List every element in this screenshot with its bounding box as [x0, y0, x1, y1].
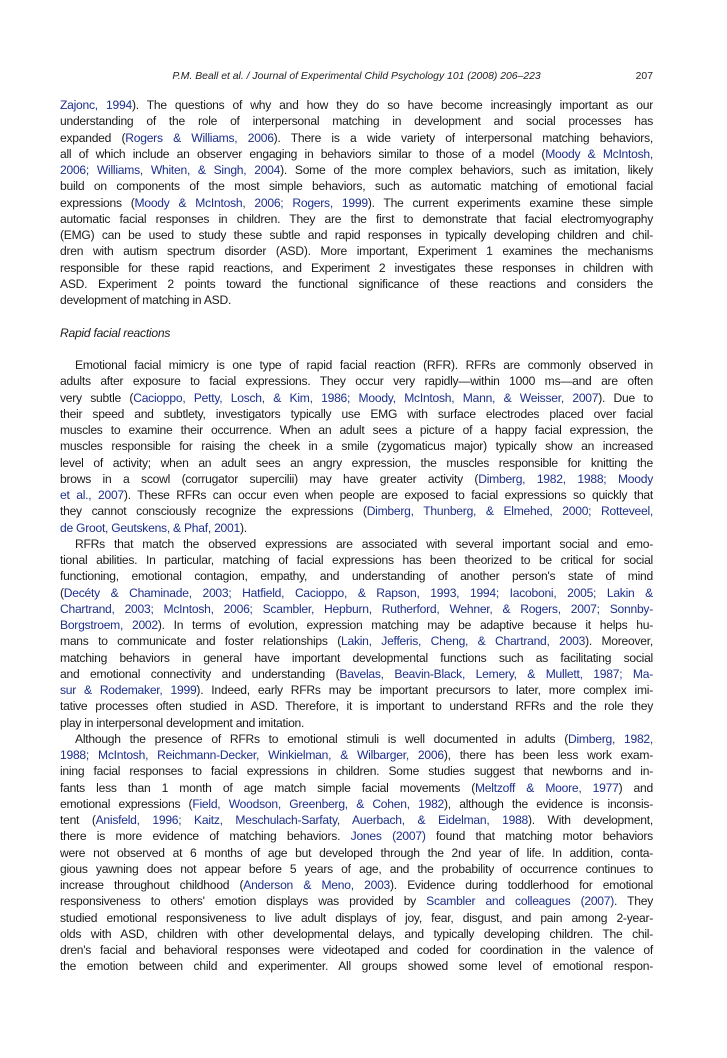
- text-run: they cannot consciously recognize the expressions (: [60, 504, 367, 519]
- text-run: understanding of the role of interpersonal matching in development and social processes has: [60, 114, 653, 129]
- text-run: Emotional facial mimicry is one type of rapid facial reaction (RFR). RFRs are commonly observed in: [75, 358, 653, 372]
- text-line: [60, 438, 653, 454]
- text-line: [60, 585, 653, 601]
- text-line: [60, 780, 653, 796]
- text-run: ).: [240, 520, 247, 535]
- citation-link[interactable]: 2006; Williams, Whiten, & Singh, 2004: [60, 163, 281, 177]
- text-run: ). Some of the more complex behaviors, such as imitation, likely: [280, 163, 653, 177]
- section-heading: Rapid facial reactions: [60, 325, 171, 340]
- text-run: adults after exposure to facial expressions. They occur very rapidly—within 1000 ms—and are often: [60, 374, 653, 389]
- text-line: [60, 130, 653, 146]
- text-line: [60, 828, 653, 844]
- citation-link[interactable]: Bavelas, Beavin-Black, Lemery, & Mullett, 1987; Ma-: [339, 666, 653, 681]
- text-run: functioning, emotional contagion, empathy, and understanding of another person's state of mind: [60, 569, 653, 584]
- text-run: RFRs that match the observed expressions are associated with several important social and emo-: [75, 536, 653, 551]
- text-run: matching behaviors in general have important developmental functions such as facilitating social: [60, 650, 653, 665]
- text-line: [60, 812, 653, 828]
- paragraph-intro-continued: [60, 97, 653, 308]
- text-run: ). There is a wide variety of interpersonal matching behaviors,: [273, 130, 653, 145]
- text-run: responsible for these rapid reactions, and Experiment 2 investigates these responses in children with: [60, 260, 653, 275]
- citation-link[interactable]: Jones (2007): [350, 829, 426, 844]
- text-run: mans to communicate and foster relationships (: [60, 634, 341, 649]
- citation-link[interactable]: Dimberg, 1982,: [568, 731, 654, 746]
- citation-link[interactable]: Scambler and colleagues (2007): [426, 894, 615, 909]
- text-run: increase throughout childhood (: [60, 878, 244, 892]
- text-line: [60, 763, 653, 779]
- citation-link[interactable]: Lakin, Jefferis, Cheng, & Chartrand, 2003: [341, 634, 586, 649]
- text-run: ). Indeed, early RFRs may be important precursors to later, more complex imi-: [196, 683, 653, 697]
- text-line: [60, 910, 653, 926]
- text-line: [60, 552, 653, 568]
- text-line: [60, 861, 653, 877]
- text-run: emotional expressions (: [60, 796, 193, 811]
- text-line: [60, 601, 653, 617]
- text-line: [60, 455, 653, 471]
- text-line: [60, 227, 653, 243]
- text-run: gious yawning does not appear before 5 years of age, and the probability of occurrence continues to: [60, 861, 653, 876]
- text-run: and emotional connectivity and understanding (: [60, 666, 340, 681]
- citation-link[interactable]: 1988; McIntosh, Reichmann-Decker, Winkielman, & Wilbarger, 2006: [60, 748, 444, 762]
- text-run: ). Moreover,: [585, 634, 653, 649]
- text-run: brows in a scowl (corrugator supercilii) may have greater activity (: [60, 471, 479, 486]
- text-run: found that matching motor behaviors: [425, 829, 653, 844]
- text-line: [60, 195, 653, 211]
- text-run: play in interpersonal development and imitation.: [60, 715, 305, 730]
- text-line: [60, 146, 653, 162]
- text-run: development of matching in ASD.: [60, 293, 232, 307]
- text-line: [60, 503, 653, 519]
- text-line: [60, 958, 653, 974]
- citation-link[interactable]: de Groot, Geutskens, & Phaf, 2001: [60, 520, 240, 535]
- text-line: [60, 211, 653, 227]
- running-head-title: P.M. Beall et al. / Journal of Experimental Child Psychology 101 (2008) 206–223: [172, 71, 541, 82]
- text-line: [60, 845, 653, 861]
- text-run: ). The questions of why and how they do so have become increasingly important as our: [131, 98, 653, 112]
- paragraph-rfr-definition: [60, 357, 653, 536]
- text-run: ), there has been less work exam-: [443, 748, 653, 762]
- text-run: ) and: [618, 780, 653, 795]
- text-run: muscles to examine their occurrence. When an adult sees a picture of a happy facial expression, the: [60, 423, 653, 437]
- text-line: [60, 162, 653, 178]
- text-run: level of activity; when an adult sees an angry expression, the muscles responsible for knitting the: [60, 455, 653, 470]
- text-line: [60, 796, 653, 812]
- spacer: [60, 341, 653, 357]
- text-run: ). These RFRs can occur even when people are exposed to facial expressions so quickly that: [123, 488, 654, 502]
- paragraph-rfr-social-abilities: [60, 536, 653, 731]
- text-run: (: [60, 585, 64, 600]
- text-line: [60, 243, 653, 259]
- citation-link[interactable]: et al., 2007: [60, 488, 124, 502]
- text-line: [60, 568, 653, 584]
- text-line: [60, 422, 653, 438]
- text-line: [60, 373, 653, 389]
- citation-link[interactable]: Meltzoff & Moore, 1977: [474, 780, 619, 795]
- text-line: [60, 357, 653, 373]
- text-run: Although the presence of RFRs to emotional stimuli is well documented in adults (: [75, 731, 568, 746]
- running-head: [60, 71, 653, 87]
- text-run: olds with ASD, children with other developmental delays, and typically developing children. The chil-: [60, 926, 653, 941]
- text-run: ), although the evidence is inconsis-: [444, 796, 653, 811]
- text-line: [60, 406, 653, 422]
- text-line: [60, 877, 653, 893]
- paragraph-intro-continued: [60, 97, 653, 308]
- text-line: [60, 682, 653, 698]
- text-run: were not observed at 6 months of age but developed through the 2nd year of life. In addition, conta-: [60, 845, 653, 860]
- citation-link[interactable]: Decéty & Chaminade, 2003; Hatfield, Cacioppo, & Rapson, 1993, 1994; Iacoboni, 2005; Lakin &: [63, 585, 653, 600]
- text-run: ). The current experiments examine these simple: [367, 195, 654, 210]
- text-run: very subtle (: [60, 390, 134, 405]
- text-run: responsiveness to others' emotion displays was provided by: [60, 894, 427, 909]
- text-run: their speed and subtlety, investigators typically use EMG with surface electrodes placed over facial: [60, 406, 653, 421]
- text-line: [60, 260, 653, 276]
- spacer: [60, 308, 653, 324]
- text-line: [60, 390, 653, 406]
- article-body: [60, 97, 653, 975]
- text-line: [60, 292, 653, 308]
- text-run: dren with autism spectrum disorder (ASD). More important, Experiment 1 examines the mechanisms: [60, 244, 653, 259]
- text-line: [60, 633, 653, 649]
- citation-link[interactable]: Dimberg, Thunberg, & Elmehed, 2000; Rotteveel,: [366, 504, 653, 519]
- text-line: [60, 650, 653, 666]
- text-line: [60, 617, 653, 633]
- citation-link[interactable]: Anderson & Meno, 2003: [243, 878, 391, 892]
- text-line: [60, 698, 653, 714]
- text-line: [60, 942, 653, 958]
- text-run: . They: [614, 894, 653, 909]
- text-run: tent (: [60, 813, 96, 827]
- text-line: [60, 926, 653, 942]
- text-run: build on components of the most simple behaviors, such as automatic matching of emotional facial: [60, 179, 653, 194]
- citation-link[interactable]: Field, Woodson, Greenberg, & Cohen, 1982: [192, 796, 445, 811]
- paragraph-rfr-children: [60, 731, 653, 975]
- text-line: [60, 893, 653, 909]
- text-run: ). In terms of evolution, expression matching may be adaptive because it helps hu-: [157, 618, 653, 632]
- text-line: [60, 276, 653, 292]
- text-line: [60, 178, 653, 194]
- text-run: ). Evidence during toddlerhood for emotional: [390, 878, 653, 892]
- text-line: [60, 97, 653, 113]
- text-run: tative processes often studied in ASD. Therefore, it is important to understand RFRs and the role they: [60, 699, 653, 714]
- citation-link[interactable]: Rogers & Williams, 2006: [125, 130, 274, 145]
- citation-link[interactable]: Moody & McIntosh,: [545, 146, 653, 161]
- citation-link[interactable]: Borgstroem, 2002: [60, 618, 158, 632]
- page-number: 207: [635, 71, 653, 82]
- text-run: muscles responsible for raising the cheek in a smile (zygomaticus major) typically show an increased: [60, 439, 653, 454]
- text-line: [60, 487, 653, 503]
- text-line: [60, 731, 653, 747]
- text-run: tional abilities. In particular, matching of facial expressions has been theorized to be critical for social: [60, 553, 653, 567]
- text-line: [60, 747, 653, 763]
- text-run: the emotion between child and experimenter. All groups showed some level of emotional respon-: [60, 959, 653, 974]
- text-line: [60, 113, 653, 129]
- text-run: fants less than 1 month of age match simple facial movements (: [60, 780, 475, 795]
- text-run: expanded (: [60, 130, 126, 145]
- citation-link[interactable]: Cacioppo, Petty, Losch, & Kim, 1986; Moody, McIntosh, Mann, & Weisser, 2007: [133, 390, 599, 405]
- citation-link[interactable]: sur & Rodemaker, 1999: [60, 683, 197, 697]
- text-run: (EMG) can be used to study these subtle and rapid responses in typically developing children and chil-: [60, 228, 653, 242]
- text-line: [60, 471, 653, 487]
- text-line: [60, 715, 653, 731]
- citation-link[interactable]: Anisfeld, 1996; Kaitz, Meschulach-Sarfaty, Auerbach, & Eidelman, 1988: [95, 813, 529, 827]
- citation-link[interactable]: Dimberg, 1982, 1988; Moody: [478, 471, 653, 486]
- citation-link[interactable]: Moody & McIntosh, 2006; Rogers, 1999: [134, 195, 368, 210]
- section-rapid-facial-reactions: [60, 357, 653, 975]
- text-run: there is more evidence of matching behaviors.: [60, 829, 351, 844]
- text-run: ). Due to: [598, 390, 653, 405]
- text-run: expressions (: [60, 195, 135, 210]
- text-run: automatic facial responses in children. They are the first to demonstrate that facial electromyography: [60, 211, 653, 226]
- text-run: ). With development,: [528, 813, 653, 827]
- citation-link[interactable]: Chartrand, 2003; McIntosh, 2006; Scambler, Hepburn, Rutherford, Wehner, & Rogers, 2007; Sonnby-: [60, 601, 653, 616]
- text-run: all of which include an observer engaging in behaviors similar to those of a model (: [60, 146, 546, 161]
- text-run: ining facial responses to facial expressions in children. Some studies suggest that newborns and in-: [60, 764, 653, 779]
- text-run: dren's facial and behavioral responses were videotaped and coded for coordination in the valence of: [60, 943, 653, 957]
- text-line: [60, 666, 653, 682]
- citation-link[interactable]: Zajonc, 1994: [60, 98, 132, 112]
- text-line: [60, 536, 653, 552]
- text-line: [60, 520, 653, 536]
- text-run: studied emotional responsiveness to live adult displays of joy, fear, disgust, and pain among 2-year-: [60, 910, 653, 925]
- text-run: ASD. Experiment 2 points toward the functional significance of these reactions and considers the: [60, 276, 653, 291]
